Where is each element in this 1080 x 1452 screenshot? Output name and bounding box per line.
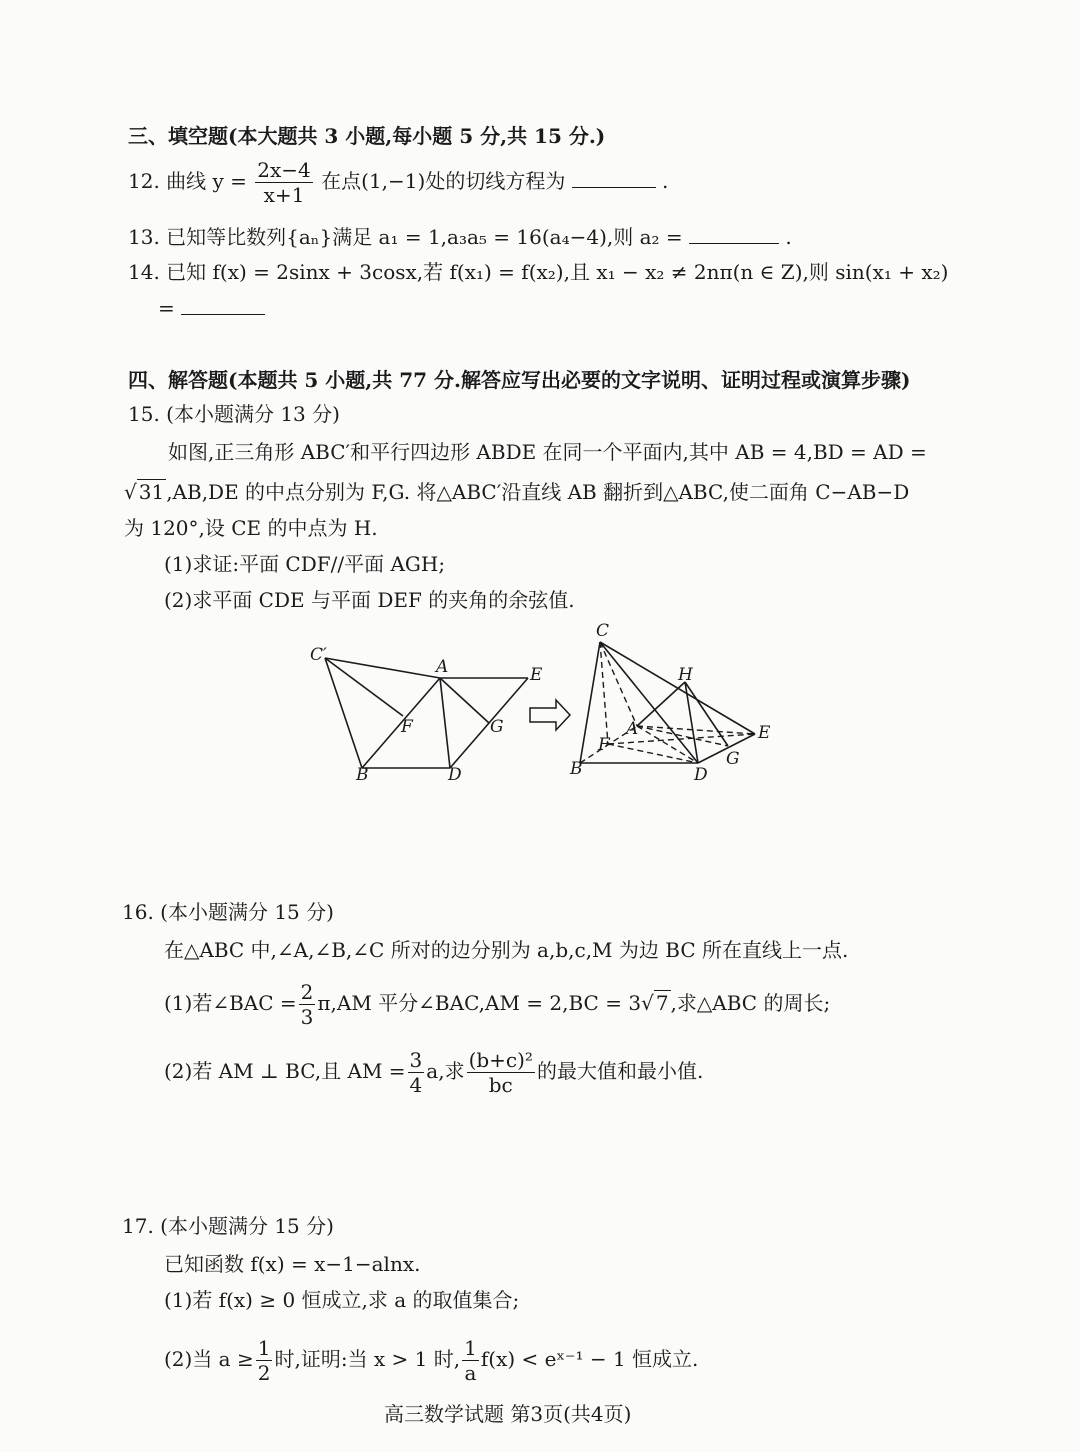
q15-root: 31	[138, 480, 165, 504]
edge-a-g	[440, 678, 489, 723]
q17-s2-post: f(x) < eˣ⁻¹ − 1 恒成立.	[480, 1347, 699, 1371]
question-12	[128, 158, 668, 207]
q17-s2-fraction2	[462, 1336, 479, 1385]
q13-text: 13. 已知等比数列{aₙ}满足 a₁ = 1,a₃a₅ = 16(a₄−4),则 a₂ =	[128, 225, 683, 249]
edge-c1-f	[325, 658, 403, 716]
q17-sub2	[164, 1336, 698, 1385]
q12-post: 在点(1,−1)处的切线方程为	[321, 169, 566, 193]
q12-end: .	[662, 169, 669, 193]
q15-para3: 为 120°,设 CE 的中点为 H.	[124, 516, 378, 540]
q16-s1-den: 3	[300, 1005, 314, 1029]
q16-s2-post: 的最大值和最小值.	[536, 1059, 704, 1083]
q17-s2-den: 2	[257, 1361, 271, 1385]
edge-c1-a-e	[325, 658, 528, 678]
page-footer: 高三数学试题 第3页(共4页)	[384, 1402, 632, 1426]
q16-s2-pre: (2)若 AM ⊥ BC,且 AM =	[164, 1059, 406, 1083]
q12-frac-den: x+1	[263, 183, 305, 207]
edge-a-e-hidden	[637, 726, 755, 734]
q16-sub1	[164, 980, 830, 1029]
q17-header: 17. (本小题满分 15 分)	[122, 1214, 334, 1238]
edge-a-d	[440, 678, 450, 768]
q16-s2-den: 4	[409, 1073, 423, 1097]
q14-answer-blank[interactable]	[181, 294, 265, 315]
q17-s2-fnum: 1	[464, 1336, 477, 1360]
q15-sub2: (2)求平面 CDE 与平面 DEF 的夹角的余弦值.	[164, 588, 575, 612]
q16-s1-root: 7	[655, 991, 669, 1015]
label-f-left: F	[401, 717, 413, 737]
label-b-right: B	[570, 759, 583, 779]
q16-s2-num: 3	[409, 1048, 423, 1072]
section-4-title: 四、解答题(本题共 5 小题,共 77 分.解答应写出必要的文字说明、证明过程或演算步骤)	[128, 368, 911, 392]
q17-s2-fden: a	[464, 1361, 477, 1385]
label-g-right: G	[726, 749, 740, 769]
label-d-right: D	[694, 765, 708, 785]
fold-arrow-icon	[530, 700, 570, 730]
q16-para1: 在△ABC 中,∠A,∠B,∠C 所对的边分别为 a,b,c,M 为边 BC 所在直线上一点.	[164, 938, 849, 962]
q16-header: 16. (本小题满分 15 分)	[122, 900, 334, 924]
edge-c1-b	[325, 658, 362, 768]
q17-s2-mid: 时,证明:当 x > 1 时,	[274, 1347, 461, 1371]
question-14-line1: 14. 已知 f(x) = 2sinx + 3cosx,若 f(x₁) = f(x₂),且 x₁ − x₂ ≠ 2nπ(n ∈ Z),则 sin(x₁ + x₂)	[128, 260, 949, 284]
q16-s2-fraction	[408, 1048, 425, 1097]
q14-equals: =	[158, 296, 175, 320]
q16-s1-mid: π,AM 平分∠BAC,AM = 2,BC = 3	[317, 991, 642, 1015]
q12-fraction	[255, 158, 313, 207]
q16-s2-fraction2	[467, 1048, 535, 1097]
edge-h-d	[685, 682, 698, 763]
label-f-right: F	[598, 735, 610, 755]
label-c-right: C	[596, 621, 610, 641]
q15-header: 15. (本小题满分 13 分)	[128, 402, 340, 426]
q16-s2-mid: a,求	[426, 1059, 465, 1083]
q13-end: .	[785, 225, 792, 249]
q16-sub2	[164, 1048, 703, 1097]
q17-para1: 已知函数 f(x) = x−1−alnx.	[164, 1252, 421, 1276]
planar-figure	[325, 658, 528, 768]
sqrt-sign: √	[124, 480, 137, 504]
edge-a-d-hidden	[637, 726, 698, 763]
q17-s2-num: 1	[257, 1336, 271, 1360]
q15-para2-text: ,AB,DE 的中点分别为 F,G. 将△ABC′沿直线 AB 翻折到△ABC,使二面角 C−AB−D	[166, 480, 910, 504]
q17-s2-fraction	[256, 1336, 273, 1385]
label-a-left: A	[436, 657, 449, 677]
label-e-right: E	[758, 723, 771, 743]
q16-s1-post: ,求△ABC 的周长;	[670, 991, 831, 1015]
question-14-line2	[158, 294, 265, 322]
q16-s1-fraction	[299, 980, 316, 1029]
q16-s1-num: 2	[300, 980, 314, 1004]
q16-s2-fden: bc	[488, 1073, 513, 1097]
q12-frac-num: 2x−4	[257, 158, 311, 182]
label-e-left: E	[530, 665, 543, 685]
q16-s2-fnum: (b+c)²	[468, 1048, 533, 1072]
q12-answer-blank[interactable]	[572, 167, 656, 188]
sqrt-sign: √	[641, 991, 654, 1015]
edge-c-f-hidden	[600, 642, 608, 744]
label-a-right: A	[626, 719, 639, 739]
label-b-left: B	[356, 765, 369, 785]
edge-c-d	[600, 642, 698, 763]
question-13	[128, 223, 792, 251]
q13-answer-blank[interactable]	[689, 223, 779, 244]
q15-para2	[124, 478, 909, 506]
label-d-left: D	[448, 765, 462, 785]
q17-sub1: (1)若 f(x) ≥ 0 恒成立,求 a 的取值集合;	[164, 1288, 520, 1312]
q15-para1: 如图,正三角形 ABC′和平行四边形 ABDE 在同一个平面内,其中 AB = 4,BD = AD =	[168, 440, 927, 464]
q17-s2-pre: (2)当 a ≥	[164, 1347, 254, 1371]
q12-prefix: 12. 曲线 y =	[128, 169, 247, 193]
label-c-prime: C′	[310, 645, 327, 665]
q15-figure	[300, 620, 780, 790]
section-3-title: 三、填空题(本大题共 3 小题,每小题 5 分,共 15 分.)	[128, 124, 606, 148]
label-g-left: G	[490, 717, 504, 737]
q16-s1-pre: (1)若∠BAC =	[164, 991, 297, 1015]
edge-h-a	[637, 682, 685, 726]
label-h-right: H	[678, 665, 693, 685]
edge-c-b	[580, 642, 600, 763]
q15-sub1: (1)求证:平面 CDF//平面 AGH;	[164, 552, 446, 576]
